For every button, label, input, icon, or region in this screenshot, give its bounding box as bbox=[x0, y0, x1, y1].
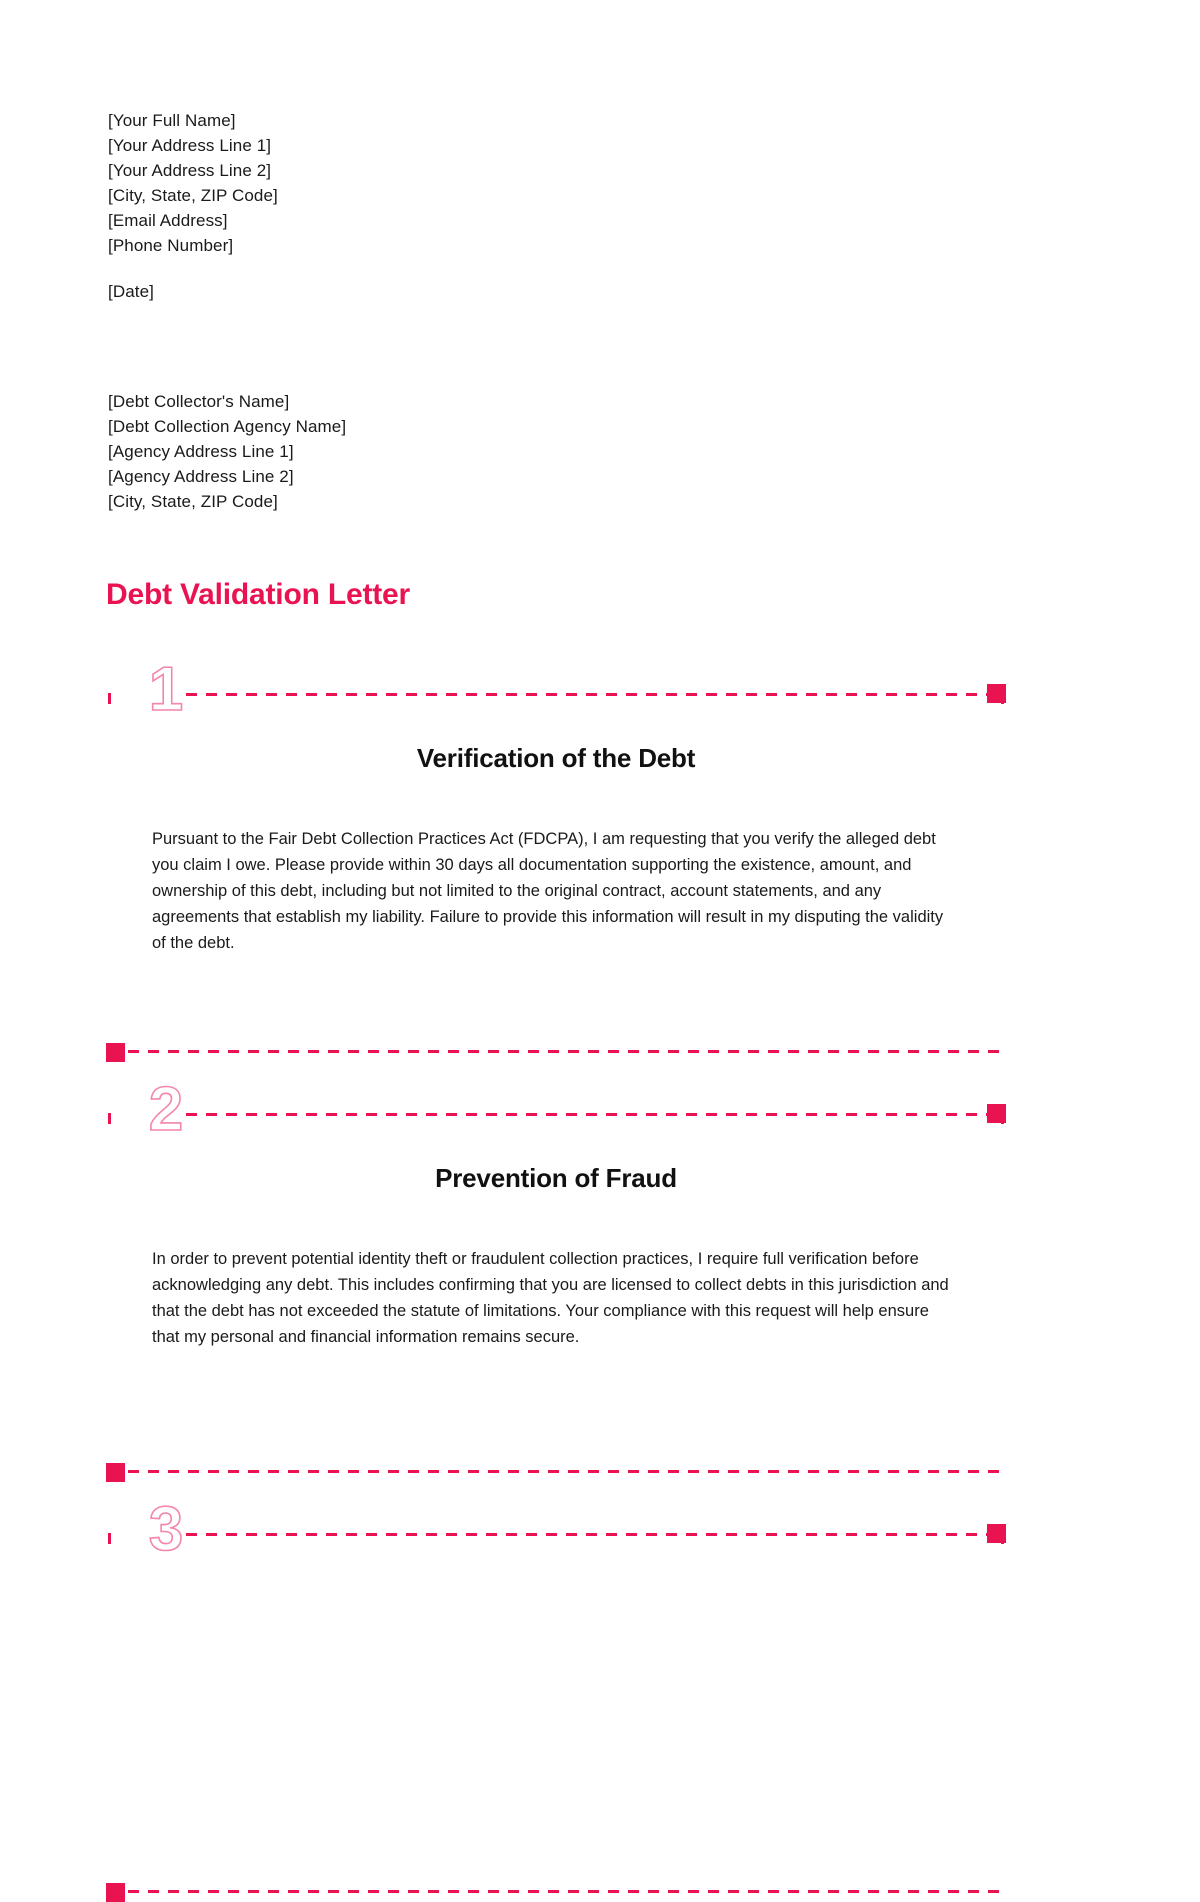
sender-line: [Your Address Line 1] bbox=[108, 136, 272, 155]
section-border-right bbox=[1001, 693, 1004, 1053]
recipient-line: [Debt Collector's Name] bbox=[108, 392, 290, 411]
section-number-3: 3 bbox=[148, 1495, 184, 1564]
section-body-1: Pursuant to the Fair Debt Collection Practices Act (FDCPA), I am requesting that you verify the alleged debt you claim I owe. Please provide within 30 days all documentation supporting the existence, amount, and ownership of this debt, including but not limited to the original contract, account statements, and any agreements that establish my liability. Failure to provide this information will result in my disputing the validity of the debt. bbox=[152, 830, 944, 952]
section-heading-1: Verification of the Debt bbox=[416, 743, 696, 773]
corner-marker-top-right bbox=[987, 1524, 1006, 1543]
corner-marker-bottom-left bbox=[106, 1463, 125, 1482]
section-card-3 bbox=[108, 1495, 1004, 1893]
section-border-left bbox=[108, 693, 111, 1053]
section-border-bottom bbox=[108, 1050, 1004, 1053]
corner-marker-top-right bbox=[987, 1104, 1006, 1123]
section-number-2: 2 bbox=[148, 1075, 184, 1144]
date-block bbox=[108, 279, 154, 304]
section-border-right bbox=[1001, 1533, 1004, 1893]
section-border-top bbox=[186, 693, 1004, 696]
corner-marker-bottom-left bbox=[106, 1883, 125, 1902]
section-heading-2: Prevention of Fraud bbox=[435, 1163, 677, 1193]
section-card-1 bbox=[108, 655, 1004, 1053]
recipient-address-block bbox=[108, 389, 346, 514]
section-number-1: 1 bbox=[148, 655, 184, 724]
sender-line: [Your Address Line 2] bbox=[108, 161, 272, 180]
section-border-left bbox=[108, 1533, 111, 1893]
recipient-line: [City, State, ZIP Code] bbox=[108, 492, 278, 511]
section-body-2: In order to prevent potential identity theft or fraudulent collection practices, I require full verification before acknowledging any debt. This includes confirming that you are licensed to collect debts in this jurisdiction and that the debt has not exceeded the statute of limitations. Your compliance with this request will help ensure that my personal and financial information remains secure. bbox=[152, 1250, 949, 1346]
recipient-line: [Agency Address Line 2] bbox=[108, 467, 294, 486]
recipient-line: [Agency Address Line 1] bbox=[108, 442, 294, 461]
section-border-top bbox=[186, 1533, 1004, 1536]
section-card-2 bbox=[108, 1075, 1004, 1473]
recipient-line: [Debt Collection Agency Name] bbox=[108, 417, 347, 436]
sender-line: [Phone Number] bbox=[108, 236, 234, 255]
sender-line: [Email Address] bbox=[108, 211, 228, 230]
sender-line: [City, State, ZIP Code] bbox=[108, 186, 278, 205]
section-border-right bbox=[1001, 1113, 1004, 1473]
corner-marker-top-right bbox=[987, 684, 1006, 703]
section-border-left bbox=[108, 1113, 111, 1473]
section-border-bottom bbox=[108, 1470, 1004, 1473]
section-border-top bbox=[186, 1113, 1004, 1116]
section-border-bottom bbox=[108, 1890, 1004, 1893]
sender-line: [Your Full Name] bbox=[108, 111, 236, 130]
sender-address-block bbox=[108, 108, 278, 258]
page-title: Debt Validation Letter bbox=[106, 578, 410, 611]
corner-marker-bottom-left bbox=[106, 1043, 125, 1062]
date-line: [Date] bbox=[108, 282, 154, 301]
